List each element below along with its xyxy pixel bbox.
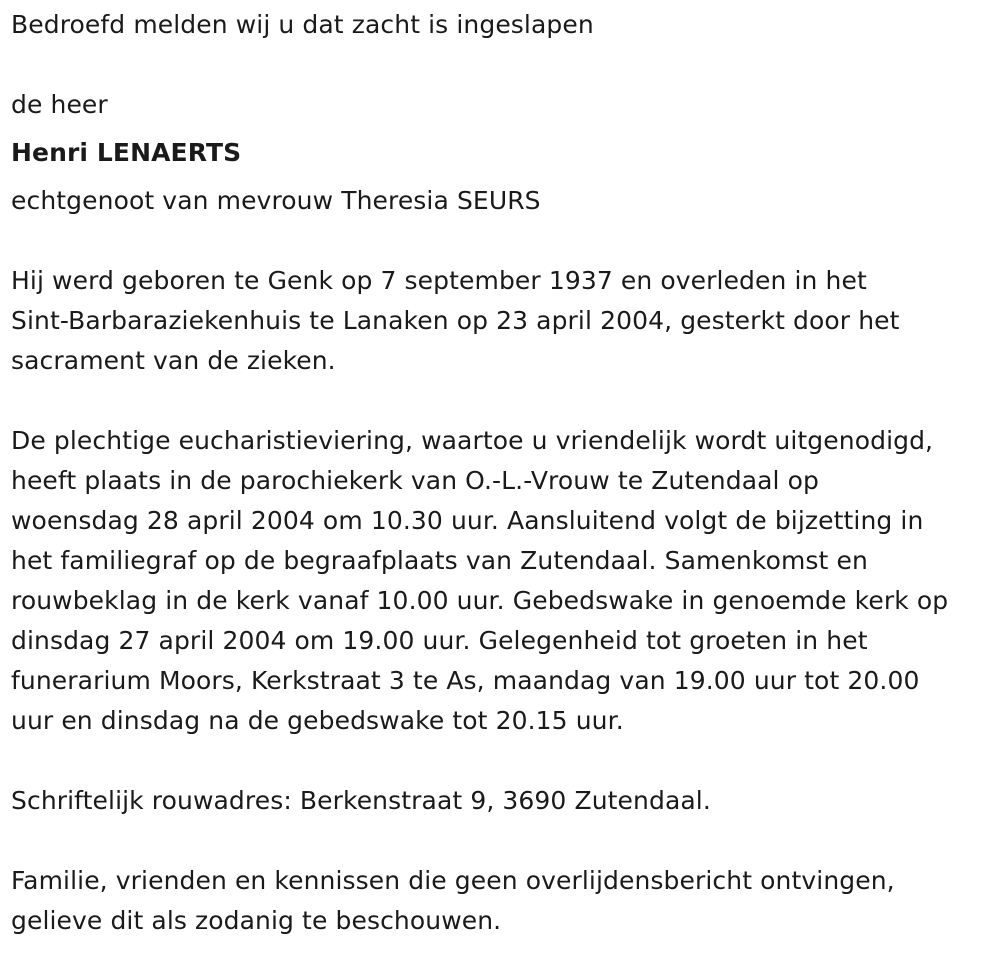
ceremony-paragraph: [11, 421, 991, 741]
paragraph-line: funerarium Moors, Kerkstraat 3 te As, maandag van 19.00 uur tot 20.00: [11, 666, 920, 695]
paragraph-line: dinsdag 27 april 2004 om 19.00 uur. Gelegenheid tot groeten in het: [11, 626, 868, 655]
birth-death-paragraph: [11, 261, 991, 381]
deceased-name: Henri LENAERTS: [11, 138, 242, 167]
spouse-line: echtgenoot van mevrouw Theresia SEURS: [11, 186, 541, 215]
paragraph-line: heeft plaats in de parochiekerk van O.-L.-Vrouw te Zutendaal op: [11, 466, 820, 495]
spacer: [11, 741, 991, 781]
spacer: [11, 821, 991, 861]
paragraph-line: Sint-Barbaraziekenhuis te Lanaken op 23 april 2004, gesterkt door het: [11, 306, 900, 335]
paragraph-line: rouwbeklag in de kerk vanaf 10.00 uur. Gebedswake in genoemde kerk op: [11, 586, 949, 615]
salutation: de heer: [11, 90, 108, 119]
paragraph-line: het familiegraf op de begraafplaats van Zutendaal. Samenkomst en: [11, 546, 868, 575]
paragraph-line: Familie, vrienden en kennissen die geen overlijdensbericht ontvingen,: [11, 866, 895, 895]
mailing-address: Schriftelijk rouwadres: Berkenstraat 9, 3690 Zutendaal.: [11, 786, 711, 815]
closing-paragraph: [11, 861, 991, 941]
spacer: [11, 125, 991, 133]
obituary-notice: [11, 0, 991, 941]
paragraph-line: Hij werd geboren te Genk op 7 september 1937 en overleden in het: [11, 266, 867, 295]
spacer: [11, 381, 991, 421]
spacer: [11, 173, 991, 181]
spacer: [11, 45, 991, 85]
paragraph-line: De plechtige eucharistieviering, waartoe u vriendelijk wordt uitgenodigd,: [11, 426, 934, 455]
paragraph-line: gelieve dit als zodanig te beschouwen.: [11, 906, 502, 935]
paragraph-line: woensdag 28 april 2004 om 10.30 uur. Aansluitend volgt de bijzetting in: [11, 506, 924, 535]
paragraph-line: sacrament van de zieken.: [11, 346, 336, 375]
opening-line: Bedroefd melden wij u dat zacht is ingeslapen: [11, 10, 594, 39]
paragraph-line: uur en dinsdag na de gebedswake tot 20.15 uur.: [11, 706, 624, 735]
spacer: [11, 221, 991, 261]
